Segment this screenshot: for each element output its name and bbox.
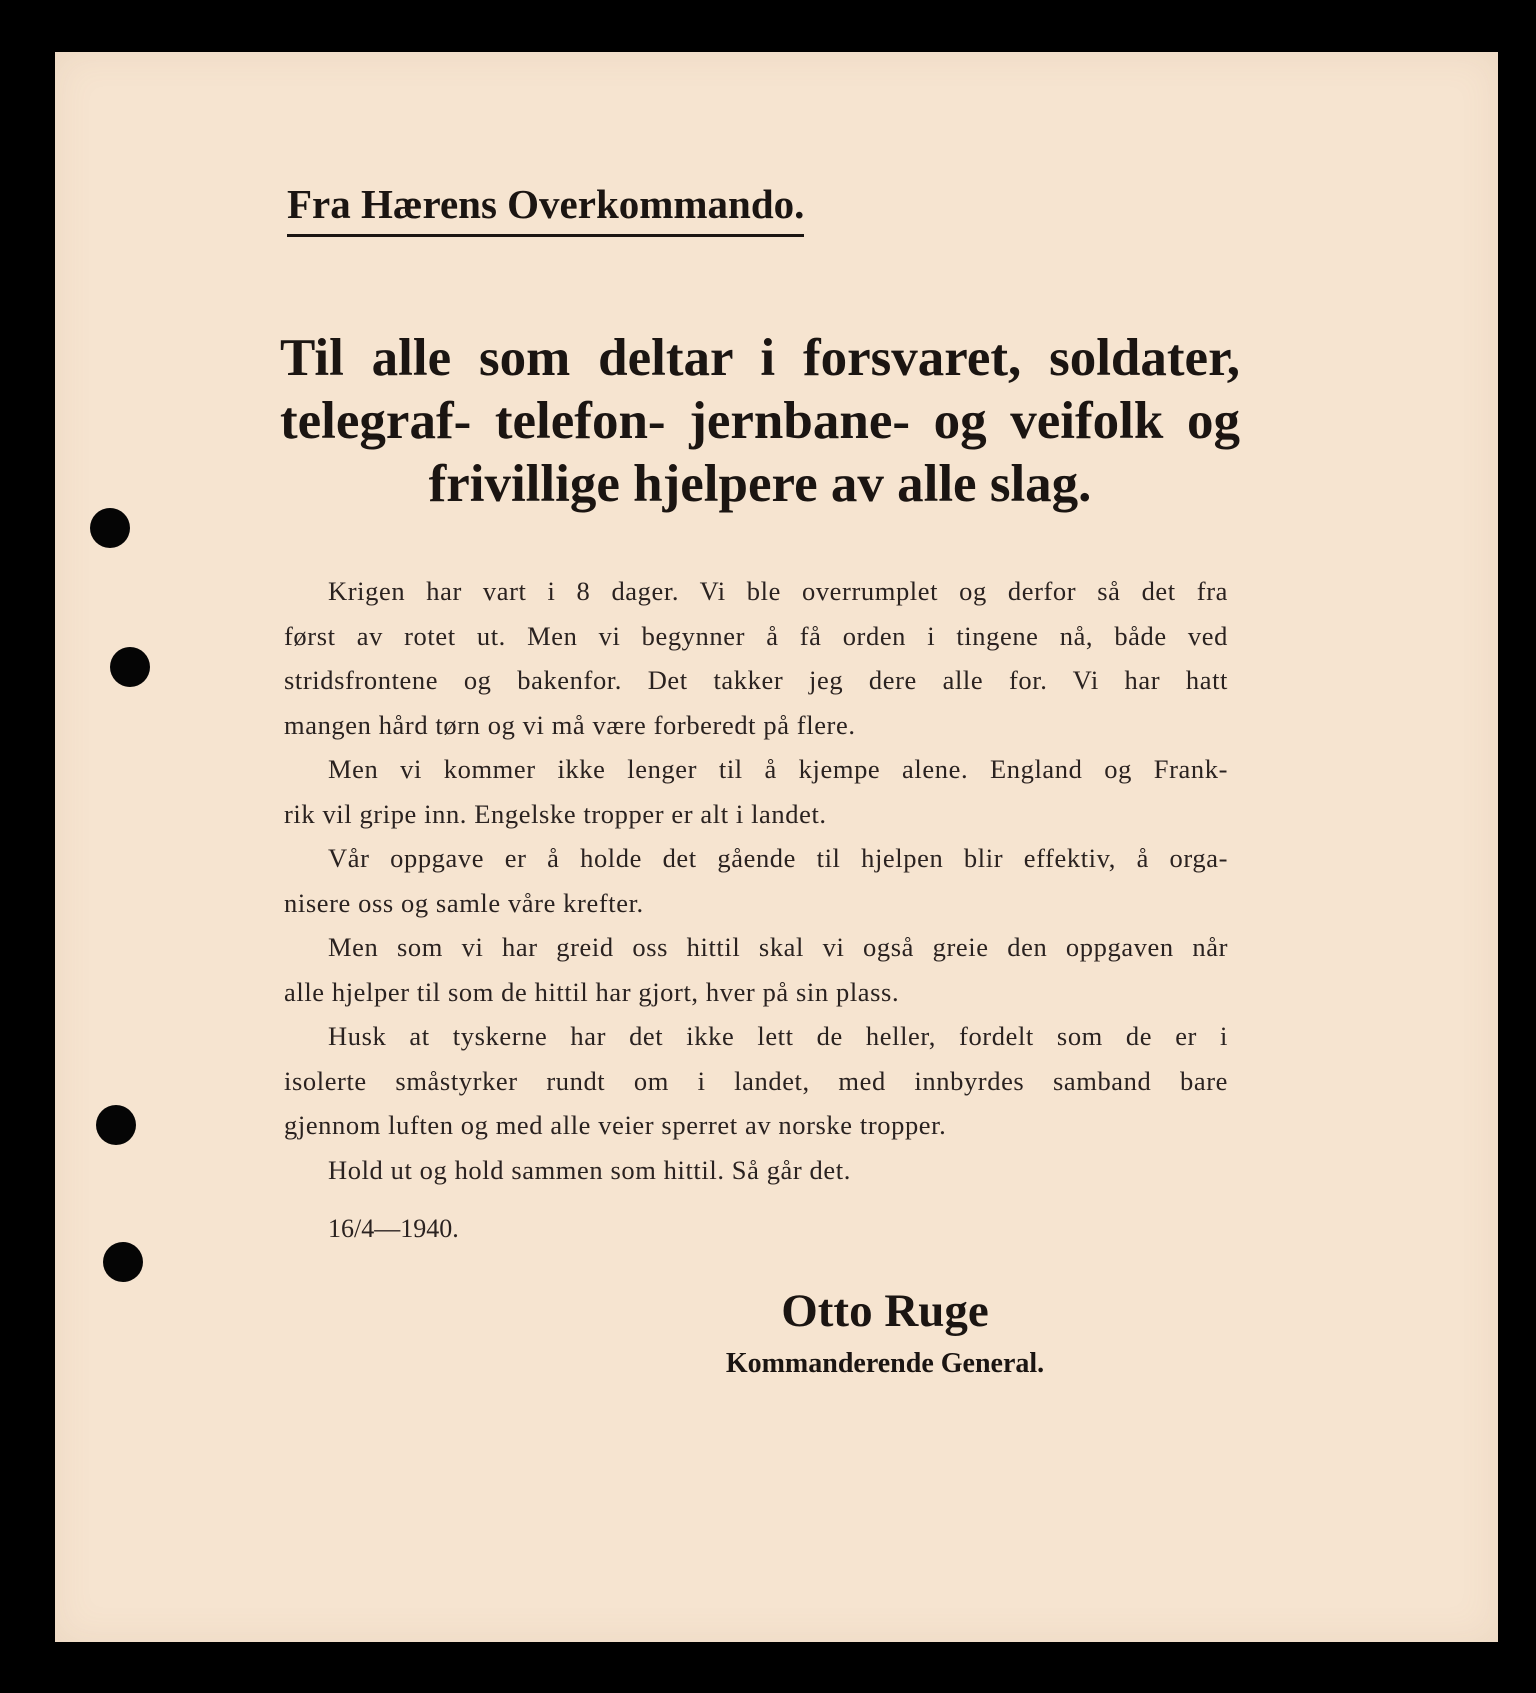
paragraph xyxy=(284,1014,1228,1148)
text-line: alle hjelper til som de hittil har gjort, hver på sin plass. xyxy=(284,976,900,1007)
signature-name: Otto Ruge xyxy=(781,1285,989,1337)
text-line: rik vil gripe inn. Engelske tropper er alt i landet. xyxy=(284,798,827,829)
text-line: isolerte småstyrker rundt om i landet, med innbyrdes samband bare xyxy=(284,1065,1228,1096)
punch-hole xyxy=(103,1242,143,1282)
punch-hole xyxy=(90,508,130,548)
text-line: Men som vi har greid oss hittil skal vi også greie den oppgaven når xyxy=(328,932,1228,962)
body-text xyxy=(284,569,1228,1192)
text-line: mangen hård tørn og vi må være forberedt på flere. xyxy=(284,709,856,740)
paragraph xyxy=(284,1148,1228,1193)
paragraph xyxy=(284,836,1228,925)
punch-hole xyxy=(110,647,150,687)
paragraph xyxy=(284,569,1228,747)
signature-title: Kommanderende General. xyxy=(725,1348,1045,1379)
punch-hole xyxy=(96,1105,136,1145)
text-line: Hold ut og hold sammen som hittil. Så går det. xyxy=(328,1154,851,1185)
text-line: gjennom luften og med alle veier sperret av norske tropper. xyxy=(284,1110,947,1140)
text-line: stridsfrontene og bakenfor. Det takker jeg dere alle for. Vi har hatt xyxy=(284,665,1228,695)
document-header: Fra Hærens Overkommando. xyxy=(287,180,804,237)
text-line: først av rotet ut. Men vi begynner å få orden i tingene nå, både ved xyxy=(284,620,1228,651)
text-line: nisere oss og samle våre krefter. xyxy=(284,887,644,918)
paragraph xyxy=(284,747,1228,836)
text-line: Men vi kommer ikke lenger til å kjempe alene. England og Frank- xyxy=(328,754,1228,784)
headline-line: Til alle som deltar i forsvaret, soldater, xyxy=(280,329,1240,387)
text-line: Husk at tyskerne har det ikke lett de heller, fordelt som de er i xyxy=(328,1021,1228,1051)
paragraph xyxy=(284,925,1228,1014)
text-line: Vår oppgave er å holde det gående til hjelpen blir effektiv, å orga- xyxy=(328,843,1228,873)
text-line: Krigen har vart i 8 dager. Vi ble overrumplet og derfor så det fra xyxy=(328,576,1228,606)
headline-line: telegraf- telefon- jernbane- og veifolk og xyxy=(280,392,1240,450)
headline xyxy=(280,327,1240,516)
headline-line: frivillige hjelpere av alle slag. xyxy=(428,455,1092,513)
document-date: 16/4—1940. xyxy=(328,1214,459,1243)
